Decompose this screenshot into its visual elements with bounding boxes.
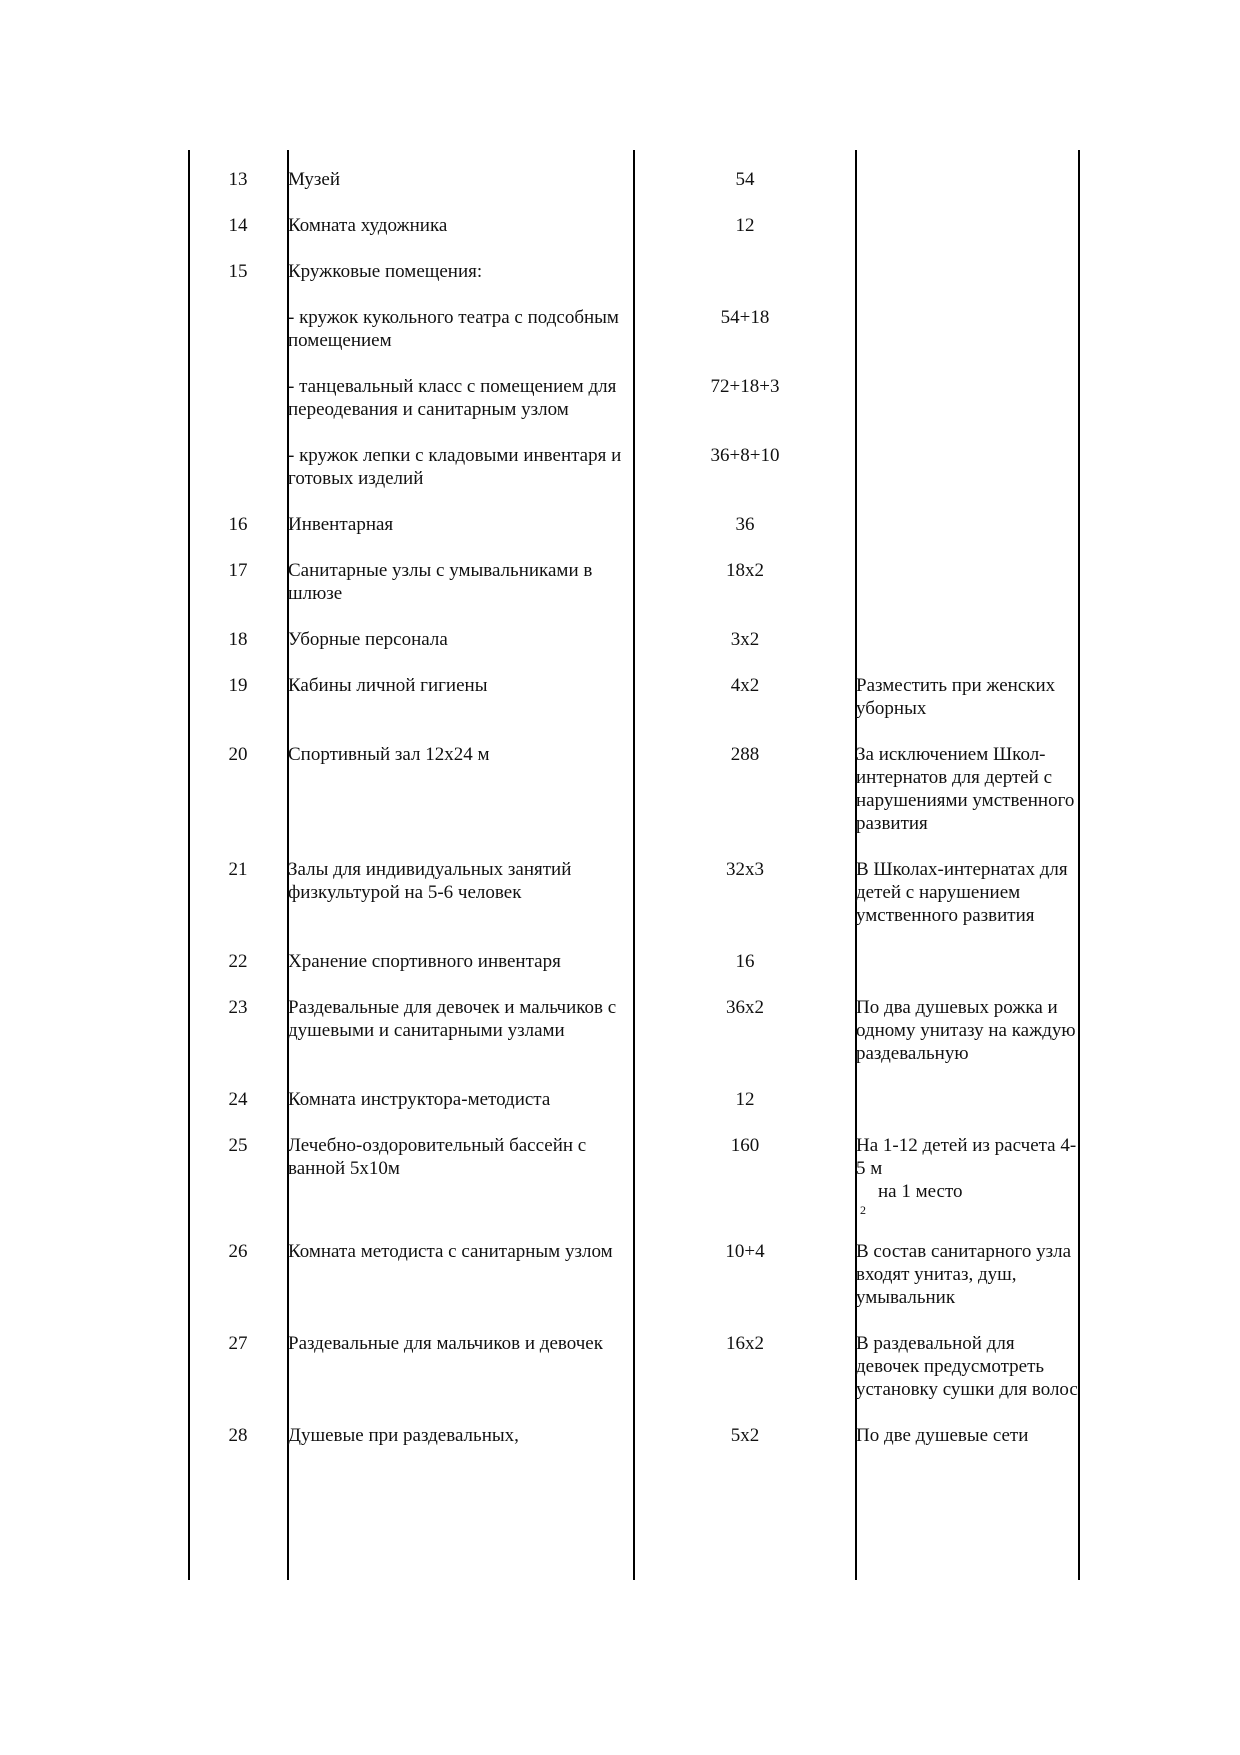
room-area: 18x2 bbox=[726, 560, 764, 581]
room-area: 10+4 bbox=[725, 1241, 765, 1262]
room-note bbox=[856, 1088, 1080, 1134]
room-note: В Школах-интернатах для детей с нарушением умственного развития bbox=[856, 859, 1068, 926]
table-row bbox=[188, 628, 1080, 674]
row-number: 20 bbox=[228, 744, 248, 765]
room-name: Музей bbox=[288, 169, 341, 190]
room-name: Комната художника bbox=[288, 215, 448, 236]
room-name: - кружок кукольного театра с подсобным помещением bbox=[288, 307, 619, 351]
table-row bbox=[188, 306, 1080, 375]
room-note bbox=[856, 444, 1080, 513]
table-row bbox=[188, 858, 1080, 950]
table-row bbox=[188, 1088, 1080, 1134]
row-number: 26 bbox=[228, 1241, 248, 1262]
row-number: 16 bbox=[228, 514, 248, 535]
room-name: Кружковые помещения: bbox=[288, 261, 483, 282]
room-area: 160 bbox=[730, 1135, 760, 1156]
room-note bbox=[856, 260, 1080, 306]
row-number bbox=[188, 306, 288, 375]
row-number: 24 bbox=[228, 1089, 248, 1110]
room-name: Залы для индивидуальных занятий физкультурой на 5-6 человек bbox=[288, 859, 572, 903]
row-number: 28 bbox=[228, 1425, 248, 1446]
room-note: По две душевые сети bbox=[856, 1425, 1029, 1446]
rooms-table bbox=[188, 150, 1080, 1580]
room-note bbox=[856, 513, 1080, 559]
room-name: Раздевальные для мальчиков и девочек bbox=[288, 1333, 603, 1354]
room-note: В состав санитарного узла входят унитаз, душ, умывальник bbox=[856, 1241, 1072, 1308]
room-note: За исключением Школ-интернатов для дертей с нарушениями умственного развития bbox=[856, 744, 1075, 834]
table-row bbox=[188, 375, 1080, 444]
room-name: - кружок лепки с кладовыми инвентаря и готовых изделий bbox=[288, 445, 622, 489]
room-area: 36+8+10 bbox=[710, 445, 780, 466]
room-area: 16x2 bbox=[726, 1333, 764, 1354]
row-number: 14 bbox=[228, 215, 248, 236]
table-row bbox=[188, 996, 1080, 1088]
row-number bbox=[188, 375, 288, 444]
room-area: 12 bbox=[735, 215, 755, 236]
room-note: В раздевальной для девочек предусмотреть установку сушки для волос bbox=[856, 1333, 1078, 1400]
room-note: Разместить при женских уборных bbox=[856, 675, 1056, 719]
table-row bbox=[188, 1332, 1080, 1424]
table-body bbox=[188, 168, 1080, 1470]
room-area: 16 bbox=[735, 951, 755, 972]
room-area: 12 bbox=[735, 1089, 755, 1110]
room-note bbox=[856, 214, 1080, 260]
row-number: 22 bbox=[228, 951, 248, 972]
square-superscript: 2 bbox=[860, 1203, 866, 1217]
room-name: Хранение спортивного инвентаря bbox=[288, 951, 561, 972]
room-note bbox=[856, 559, 1080, 628]
row-number: 15 bbox=[228, 261, 248, 282]
table-row bbox=[188, 513, 1080, 559]
table-row bbox=[188, 743, 1080, 858]
room-name: Спортивный зал 12x24 м bbox=[288, 744, 490, 765]
room-note bbox=[856, 168, 1080, 214]
room-note bbox=[856, 950, 1080, 996]
table-row bbox=[188, 1134, 1080, 1240]
room-area: 3x2 bbox=[730, 629, 760, 650]
room-name: Лечебно-оздоровительный бассейн с ванной 5x10м bbox=[288, 1135, 587, 1179]
room-area: 5x2 bbox=[730, 1425, 760, 1446]
room-name: Уборные персонала bbox=[288, 629, 448, 650]
table-row bbox=[188, 1424, 1080, 1470]
room-area: 288 bbox=[730, 744, 760, 765]
table-row bbox=[188, 674, 1080, 743]
room-note bbox=[856, 306, 1080, 375]
table-row bbox=[188, 950, 1080, 996]
room-area: 4x2 bbox=[730, 675, 760, 696]
room-note-cell bbox=[856, 1134, 1080, 1240]
row-number: 13 bbox=[228, 169, 248, 190]
table-row bbox=[188, 260, 1080, 306]
room-name: Комната инструктора-методиста bbox=[288, 1089, 551, 1110]
room-note: На 1-12 детей из расчета 4-5 м bbox=[856, 1135, 1077, 1179]
room-name: Инвентарная bbox=[288, 514, 394, 535]
room-note bbox=[856, 628, 1080, 674]
row-number: 27 bbox=[228, 1333, 248, 1354]
room-area: 36x2 bbox=[726, 997, 764, 1018]
row-number: 17 bbox=[228, 560, 248, 581]
room-area: 36 bbox=[735, 514, 755, 535]
room-name: Душевые при раздевальных, bbox=[288, 1425, 519, 1446]
room-area: 54 bbox=[735, 169, 755, 190]
room-area: 72+18+3 bbox=[710, 376, 780, 397]
room-note bbox=[856, 375, 1080, 444]
room-area: 32x3 bbox=[726, 859, 764, 880]
table-row bbox=[188, 1240, 1080, 1332]
row-number: 19 bbox=[228, 675, 248, 696]
row-number: 21 bbox=[228, 859, 248, 880]
room-name: Кабины личной гигиены bbox=[288, 675, 488, 696]
row-number: 23 bbox=[228, 997, 248, 1018]
room-name: Санитарные узлы с умывальниками в шлюзе bbox=[288, 560, 593, 604]
room-area bbox=[634, 260, 856, 306]
room-note: По два душевых рожка и одному унитазу на каждую раздевальную bbox=[856, 997, 1076, 1064]
room-area: 54+18 bbox=[720, 307, 770, 328]
table-row bbox=[188, 214, 1080, 260]
room-name: Раздевальные для девочек и мальчиков с душевыми и санитарными узлами bbox=[288, 997, 617, 1041]
row-number: 25 bbox=[228, 1135, 248, 1156]
room-name: Комната методиста с санитарным узлом bbox=[288, 1241, 613, 1262]
table-row bbox=[188, 559, 1080, 628]
room-note-tail: на 1 место bbox=[878, 1181, 963, 1202]
row-number: 18 bbox=[228, 629, 248, 650]
room-name: - танцевальный класс с помещением для переодевания и санитарным узлом bbox=[288, 376, 617, 420]
table-row bbox=[188, 444, 1080, 513]
table-row bbox=[188, 168, 1080, 214]
row-number bbox=[188, 444, 288, 513]
